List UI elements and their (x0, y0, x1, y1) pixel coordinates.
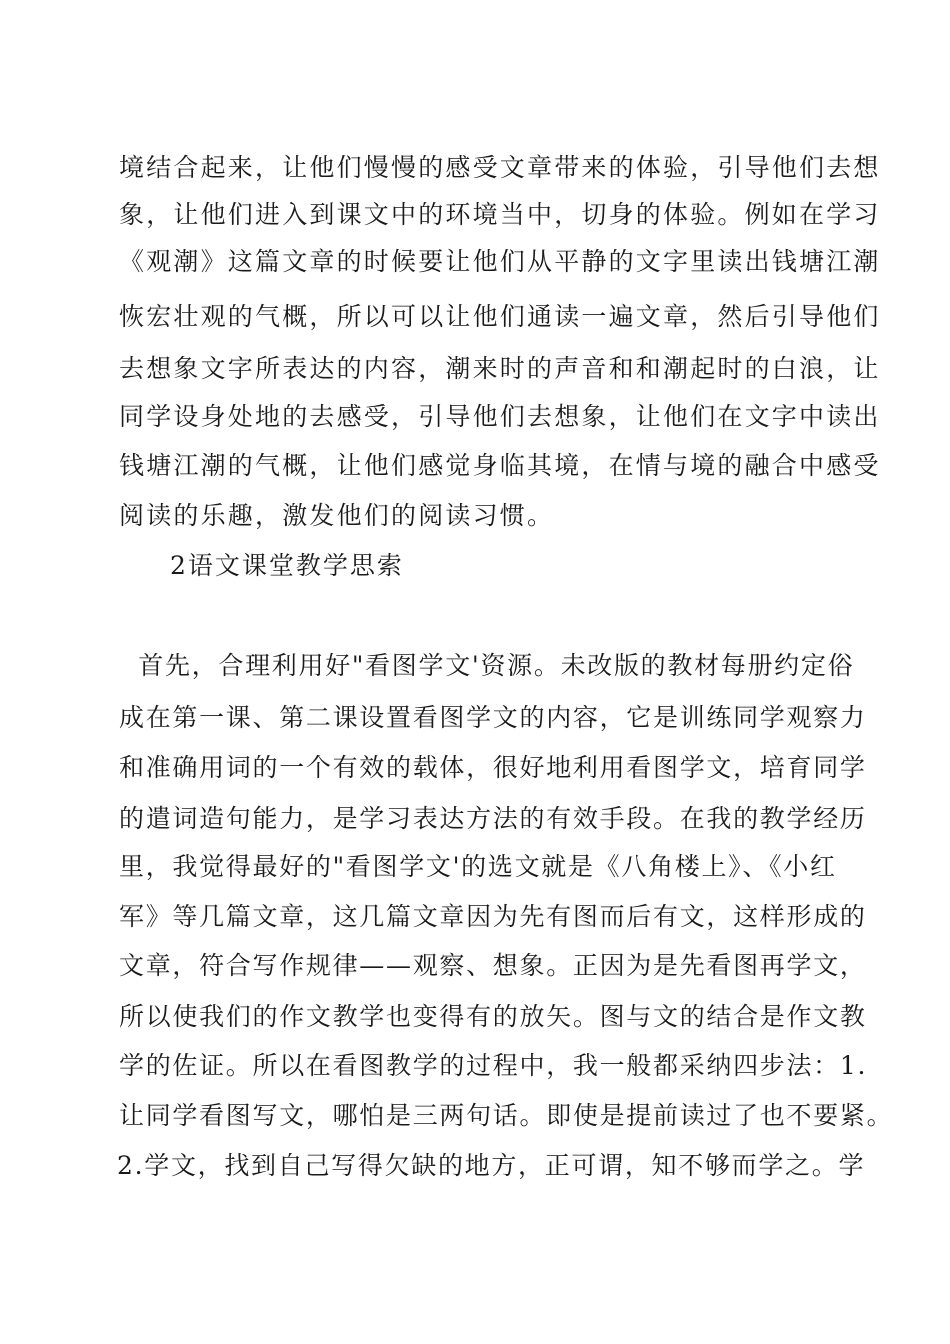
text-line: 同学设身处地的去感受，引导他们去想象，让他们在文字中读出 (119, 402, 881, 431)
text-line: 钱塘江潮的气概，让他们感觉身临其境，在情与境的融合中感受 (119, 451, 881, 480)
text-line: 2.学文，找到自己写得欠缺的地方，正可谓，知不够而学之。学 (117, 1151, 866, 1180)
text-line: 和准确用词的一个有效的载体，很好地利用看图学文，培育同学 (119, 753, 867, 782)
text-line: 阅读的乐趣，激发他们的阅读习惯。 (119, 501, 555, 530)
text-line: 学的佐证。所以在看图教学的过程中，我一般都采纳四步法：1. (119, 1051, 868, 1080)
text-line: 首先，合理利用好"看图学文'资源。未改版的教材每册约定俗 (119, 651, 855, 680)
text-line: 成在第一课、第二课设置看图学文的内容，它是训练同学观察力 (119, 703, 867, 732)
text-line: 恢宏壮观的气概，所以可以让他们通读一遍文章，然后引导他们 (119, 302, 881, 331)
text-line: 去想象文字所表达的内容，潮来时的声音和和潮起时的白浪，让 (119, 354, 881, 383)
text-line: 所以使我们的作文教学也变得有的放矢。图与文的结合是作文教 (119, 1002, 867, 1031)
section-heading: 2语文课堂教学思索 (170, 551, 404, 580)
text-line: 文章，符合写作规律——观察、想象。正因为是先看图再学文， (119, 951, 867, 980)
text-line: 让同学看图写文，哪怕是三两句话。即使是提前读过了也不要紧。 (119, 1101, 894, 1130)
text-line: 的遣词造句能力，是学习表达方法的有效手段。在我的教学经历 (119, 804, 867, 833)
text-line: 里，我觉得最好的"看图学文'的选文就是《八角楼上》、《小红 (119, 852, 837, 881)
text-line: 《观潮》这篇文章的时候要让他们从平静的文字里读出钱塘江潮 (119, 247, 881, 276)
text-line: 象，让他们进入到课文中的环境当中，切身的体验。例如在学习 (119, 200, 881, 229)
text-line: 境结合起来，让他们慢慢的感受文章带来的体验，引导他们去想 (119, 153, 881, 182)
text-line: 军》等几篇文章，这几篇文章因为先有图而后有文，这样形成的 (119, 902, 867, 931)
